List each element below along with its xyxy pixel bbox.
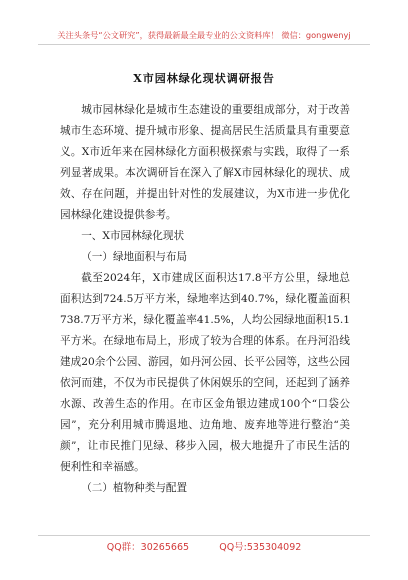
header-divider (38, 44, 370, 45)
subsection-heading-1: （一）绿地面积与布局 (81, 251, 188, 263)
green-area-paragraph: 截至2024年，X市建成区面积达17.8平方公里，绿地总面积达到724.5万平方米，绿地率达到40.7%，绿化覆盖面积738.7万平方米，绿化覆盖率41.5%，人均公园绿地面积15.1平方米。在绿地布局上，形成了较为合理的体系。在丹河沿线建成20余个公园、游园，如丹河公园、长平公园等，这些公园依河而建，不仅为市民提供了休闲娱乐的空间，还起到了涵养水源、改善生态的作用。在市区金角银边建成100个“口袋公园”，充分利用城市腾退地、边角地、废弃地等进行整治“美颜”，让市民推门见绿、移步入园，极大地提升了市民生活的便利性和幸福感。 (60, 272, 350, 473)
document-body (60, 100, 350, 499)
footer-divider (38, 535, 370, 536)
intro-paragraph: 城市园林绿化是城市生态建设的重要组成部分，对于改善城市生态环境、提升城市形象、提高居民生活质量具有重要意义。X市近年来在园林绿化方面积极探索与实践，取得了一系列显著成果。本次调研旨在深入了解X市园林绿化的现状、成效、存在问题，并提出针对性的发展建议，为X市进一步优化园林绿化建设提供参考。 (60, 104, 350, 221)
subsection-heading-2: （二）植物种类与配置 (81, 482, 188, 494)
footer-contact: QQ群：30265665 QQ号:535304092 (106, 542, 302, 553)
section-heading-1: 一、X市园林绿化现状 (81, 230, 185, 242)
document-title: X市园林绿化现状调研报告 (133, 72, 275, 85)
header-banner: 关注头条号“公文研究”，获得最新最全最专业的公文资料库！ 微信：gongwenyj (57, 30, 351, 40)
